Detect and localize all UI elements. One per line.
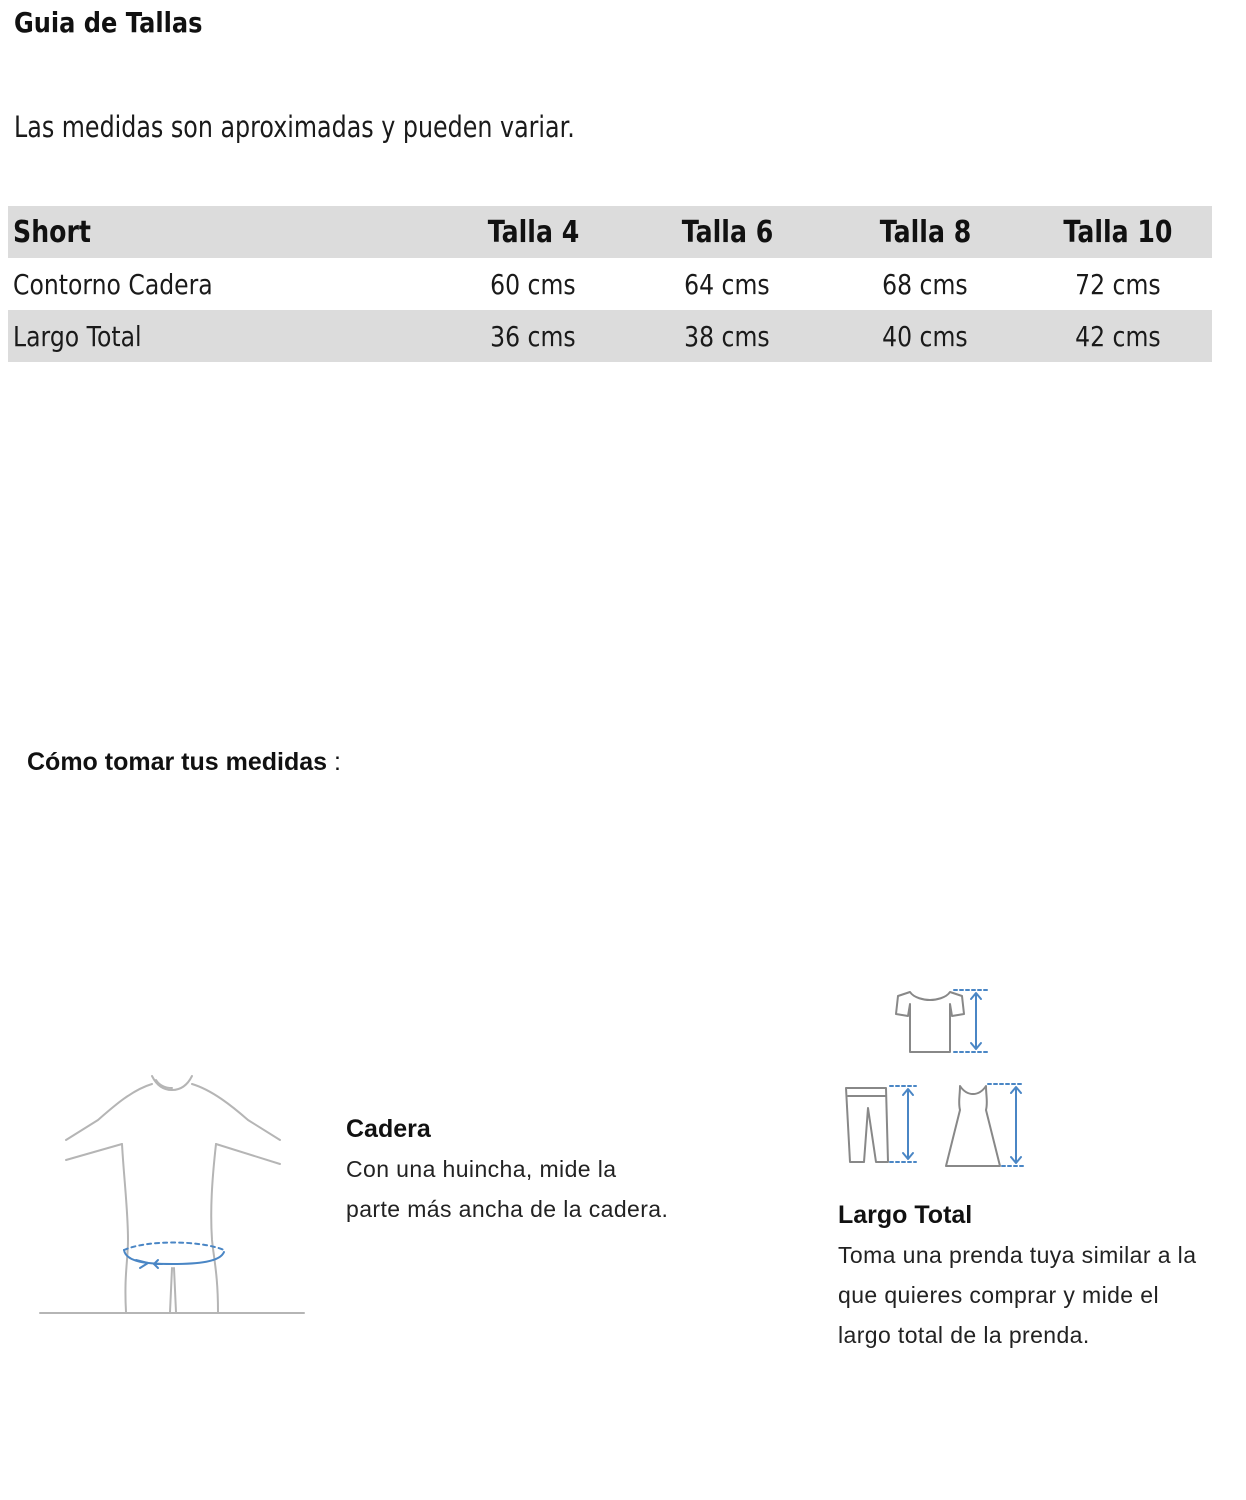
length-title: Largo Total bbox=[838, 1201, 973, 1229]
header-talla-10: Talla 10 bbox=[1024, 206, 1212, 258]
table-cell: 36 cms bbox=[438, 310, 628, 362]
length-description: Toma una prenda tuya similar a la que quieres comprar y mide el largo total de la prenda. bbox=[838, 1242, 1197, 1348]
hip-measurement-icon bbox=[36, 1070, 308, 1320]
disclaimer-text: Las medidas son aproximadas y pueden variar. bbox=[14, 110, 575, 144]
table-cell: 68 cms bbox=[882, 267, 968, 301]
garment-length-icon bbox=[838, 984, 1038, 1174]
how-to-measure-heading: Cómo tomar tus medidas : bbox=[27, 748, 341, 776]
table-cell: 38 cms bbox=[628, 310, 826, 362]
table-row bbox=[8, 310, 1212, 362]
table-cell: 60 cms bbox=[490, 267, 576, 301]
page-title: Guia de Tallas bbox=[14, 6, 203, 39]
hip-title: Cadera bbox=[346, 1115, 431, 1143]
table-cell: 72 cms bbox=[1075, 267, 1161, 301]
table-header-row bbox=[8, 206, 1212, 258]
hip-description: Con una huincha, mide la parte más ancha de la cadera. bbox=[346, 1156, 669, 1222]
table-cell: 40 cms bbox=[826, 310, 1024, 362]
header-talla-4: Talla 4 bbox=[438, 206, 628, 258]
size-table bbox=[8, 206, 1212, 362]
row-label-contorno-cadera: Contorno Cadera bbox=[13, 267, 213, 301]
header-short: Short bbox=[8, 206, 438, 258]
table-cell: 42 cms bbox=[1024, 310, 1212, 362]
header-talla-8: Talla 8 bbox=[826, 206, 1024, 258]
table-row bbox=[8, 258, 1212, 310]
header-talla-6: Talla 6 bbox=[628, 206, 826, 258]
length-instructions bbox=[838, 1195, 1198, 1355]
hip-instructions bbox=[346, 1109, 676, 1229]
row-label-largo-total: Largo Total bbox=[8, 310, 438, 362]
table-cell: 64 cms bbox=[684, 267, 770, 301]
